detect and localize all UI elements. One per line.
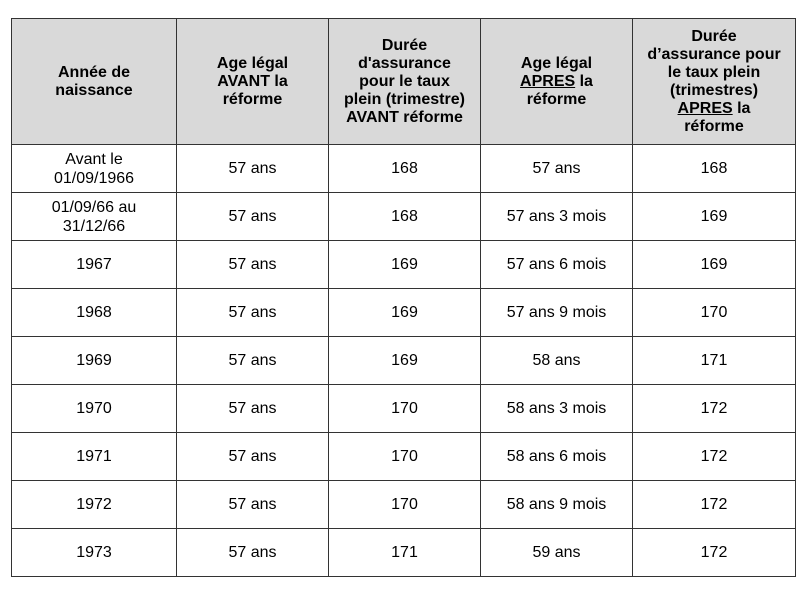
header-text: la xyxy=(732,99,751,117)
insurance-duration-before-cell: 170 xyxy=(329,481,481,529)
header-line xyxy=(181,73,324,91)
table-row xyxy=(12,433,796,481)
header-text: la xyxy=(575,72,593,90)
header-text: pour le taux xyxy=(359,72,450,90)
header-line xyxy=(333,37,476,55)
table-row xyxy=(12,337,796,385)
table-row xyxy=(12,193,796,241)
table-header xyxy=(12,19,796,145)
legal-age-after-cell: 58 ans xyxy=(481,337,633,385)
header-line xyxy=(181,91,324,109)
header-line xyxy=(637,64,791,82)
insurance-duration-before-cell: 169 xyxy=(329,337,481,385)
header-row xyxy=(12,19,796,145)
header-legal-age-after xyxy=(481,19,633,145)
header-text: d’assurance pour xyxy=(647,45,781,63)
insurance-duration-after-cell: 172 xyxy=(633,529,796,577)
header-text: réforme xyxy=(222,90,283,108)
legal-age-before-cell: 57 ans xyxy=(177,289,329,337)
header-emphasis: APRES xyxy=(520,72,576,90)
legal-age-after-cell: 57 ans 6 mois xyxy=(481,241,633,289)
header-line xyxy=(637,100,791,118)
legal-age-before-cell: 57 ans xyxy=(177,385,329,433)
header-line xyxy=(637,118,791,136)
header-line xyxy=(333,91,476,109)
retirement-reform-table xyxy=(11,18,796,577)
insurance-duration-after-cell: 170 xyxy=(633,289,796,337)
insurance-duration-before-cell: 170 xyxy=(329,385,481,433)
table-row xyxy=(12,241,796,289)
insurance-duration-before-cell: 171 xyxy=(329,529,481,577)
table-row xyxy=(12,385,796,433)
legal-age-before-cell: 57 ans xyxy=(177,193,329,241)
header-line xyxy=(333,55,476,73)
header-line xyxy=(637,28,791,46)
birth-year-cell: 01/09/66 au 31/12/66 xyxy=(12,193,177,241)
header-line xyxy=(637,46,791,64)
header-insurance-duration-after xyxy=(633,19,796,145)
header-emphasis: APRES xyxy=(677,99,733,117)
header-insurance-duration-before xyxy=(329,19,481,145)
header-text: Durée xyxy=(691,27,737,45)
header-line xyxy=(16,64,172,82)
header-line xyxy=(333,109,476,127)
insurance-duration-after-cell: 172 xyxy=(633,481,796,529)
birth-year-cell: 1968 xyxy=(12,289,177,337)
birth-year-cell: 1967 xyxy=(12,241,177,289)
birth-year-cell: 1973 xyxy=(12,529,177,577)
birth-year-cell: 1970 xyxy=(12,385,177,433)
legal-age-before-cell: 57 ans xyxy=(177,337,329,385)
legal-age-after-cell: 58 ans 6 mois xyxy=(481,433,633,481)
header-text: AVANT réforme xyxy=(346,108,463,126)
legal-age-after-cell: 57 ans 9 mois xyxy=(481,289,633,337)
header-text: Age légal xyxy=(216,54,289,72)
legal-age-after-cell: 58 ans 3 mois xyxy=(481,385,633,433)
table-row xyxy=(12,145,796,193)
birth-year-cell: 1969 xyxy=(12,337,177,385)
insurance-duration-after-cell: 171 xyxy=(633,337,796,385)
header-birth-year xyxy=(12,19,177,145)
header-text: Année de xyxy=(57,63,130,81)
header-text: réforme xyxy=(526,90,587,108)
insurance-duration-before-cell: 170 xyxy=(329,433,481,481)
header-text: réforme xyxy=(684,117,744,135)
insurance-duration-after-cell: 172 xyxy=(633,385,796,433)
header-line xyxy=(485,73,628,91)
birth-year-cell: Avant le 01/09/1966 xyxy=(12,145,177,193)
insurance-duration-before-cell: 169 xyxy=(329,241,481,289)
table-body xyxy=(12,145,796,577)
table-row xyxy=(12,481,796,529)
insurance-duration-after-cell: 169 xyxy=(633,193,796,241)
insurance-duration-before-cell: 169 xyxy=(329,289,481,337)
header-text: Age légal xyxy=(520,54,593,72)
insurance-duration-after-cell: 169 xyxy=(633,241,796,289)
legal-age-before-cell: 57 ans xyxy=(177,433,329,481)
legal-age-before-cell: 57 ans xyxy=(177,529,329,577)
header-line xyxy=(485,91,628,109)
header-text: naissance xyxy=(55,81,133,99)
legal-age-after-cell: 58 ans 9 mois xyxy=(481,481,633,529)
insurance-duration-before-cell: 168 xyxy=(329,145,481,193)
legal-age-before-cell: 57 ans xyxy=(177,145,329,193)
header-text: le taux plein xyxy=(667,63,761,81)
birth-year-cell: 1971 xyxy=(12,433,177,481)
table-row xyxy=(12,529,796,577)
header-text: plein (trimestre) xyxy=(344,90,465,108)
birth-year-cell: 1972 xyxy=(12,481,177,529)
table-row xyxy=(12,289,796,337)
legal-age-after-cell: 59 ans xyxy=(481,529,633,577)
header-line xyxy=(181,55,324,73)
legal-age-after-cell: 57 ans 3 mois xyxy=(481,193,633,241)
header-line xyxy=(333,73,476,91)
header-text: d'assurance xyxy=(358,54,451,72)
header-line xyxy=(485,55,628,73)
header-text: Durée xyxy=(381,36,428,54)
header-text: AVANT la xyxy=(217,72,288,90)
header-line xyxy=(637,82,791,100)
header-legal-age-before xyxy=(177,19,329,145)
legal-age-before-cell: 57 ans xyxy=(177,481,329,529)
legal-age-after-cell: 57 ans xyxy=(481,145,633,193)
insurance-duration-after-cell: 168 xyxy=(633,145,796,193)
header-text: (trimestres) xyxy=(669,81,759,99)
insurance-duration-after-cell: 172 xyxy=(633,433,796,481)
insurance-duration-before-cell: 168 xyxy=(329,193,481,241)
legal-age-before-cell: 57 ans xyxy=(177,241,329,289)
header-line xyxy=(16,82,172,100)
